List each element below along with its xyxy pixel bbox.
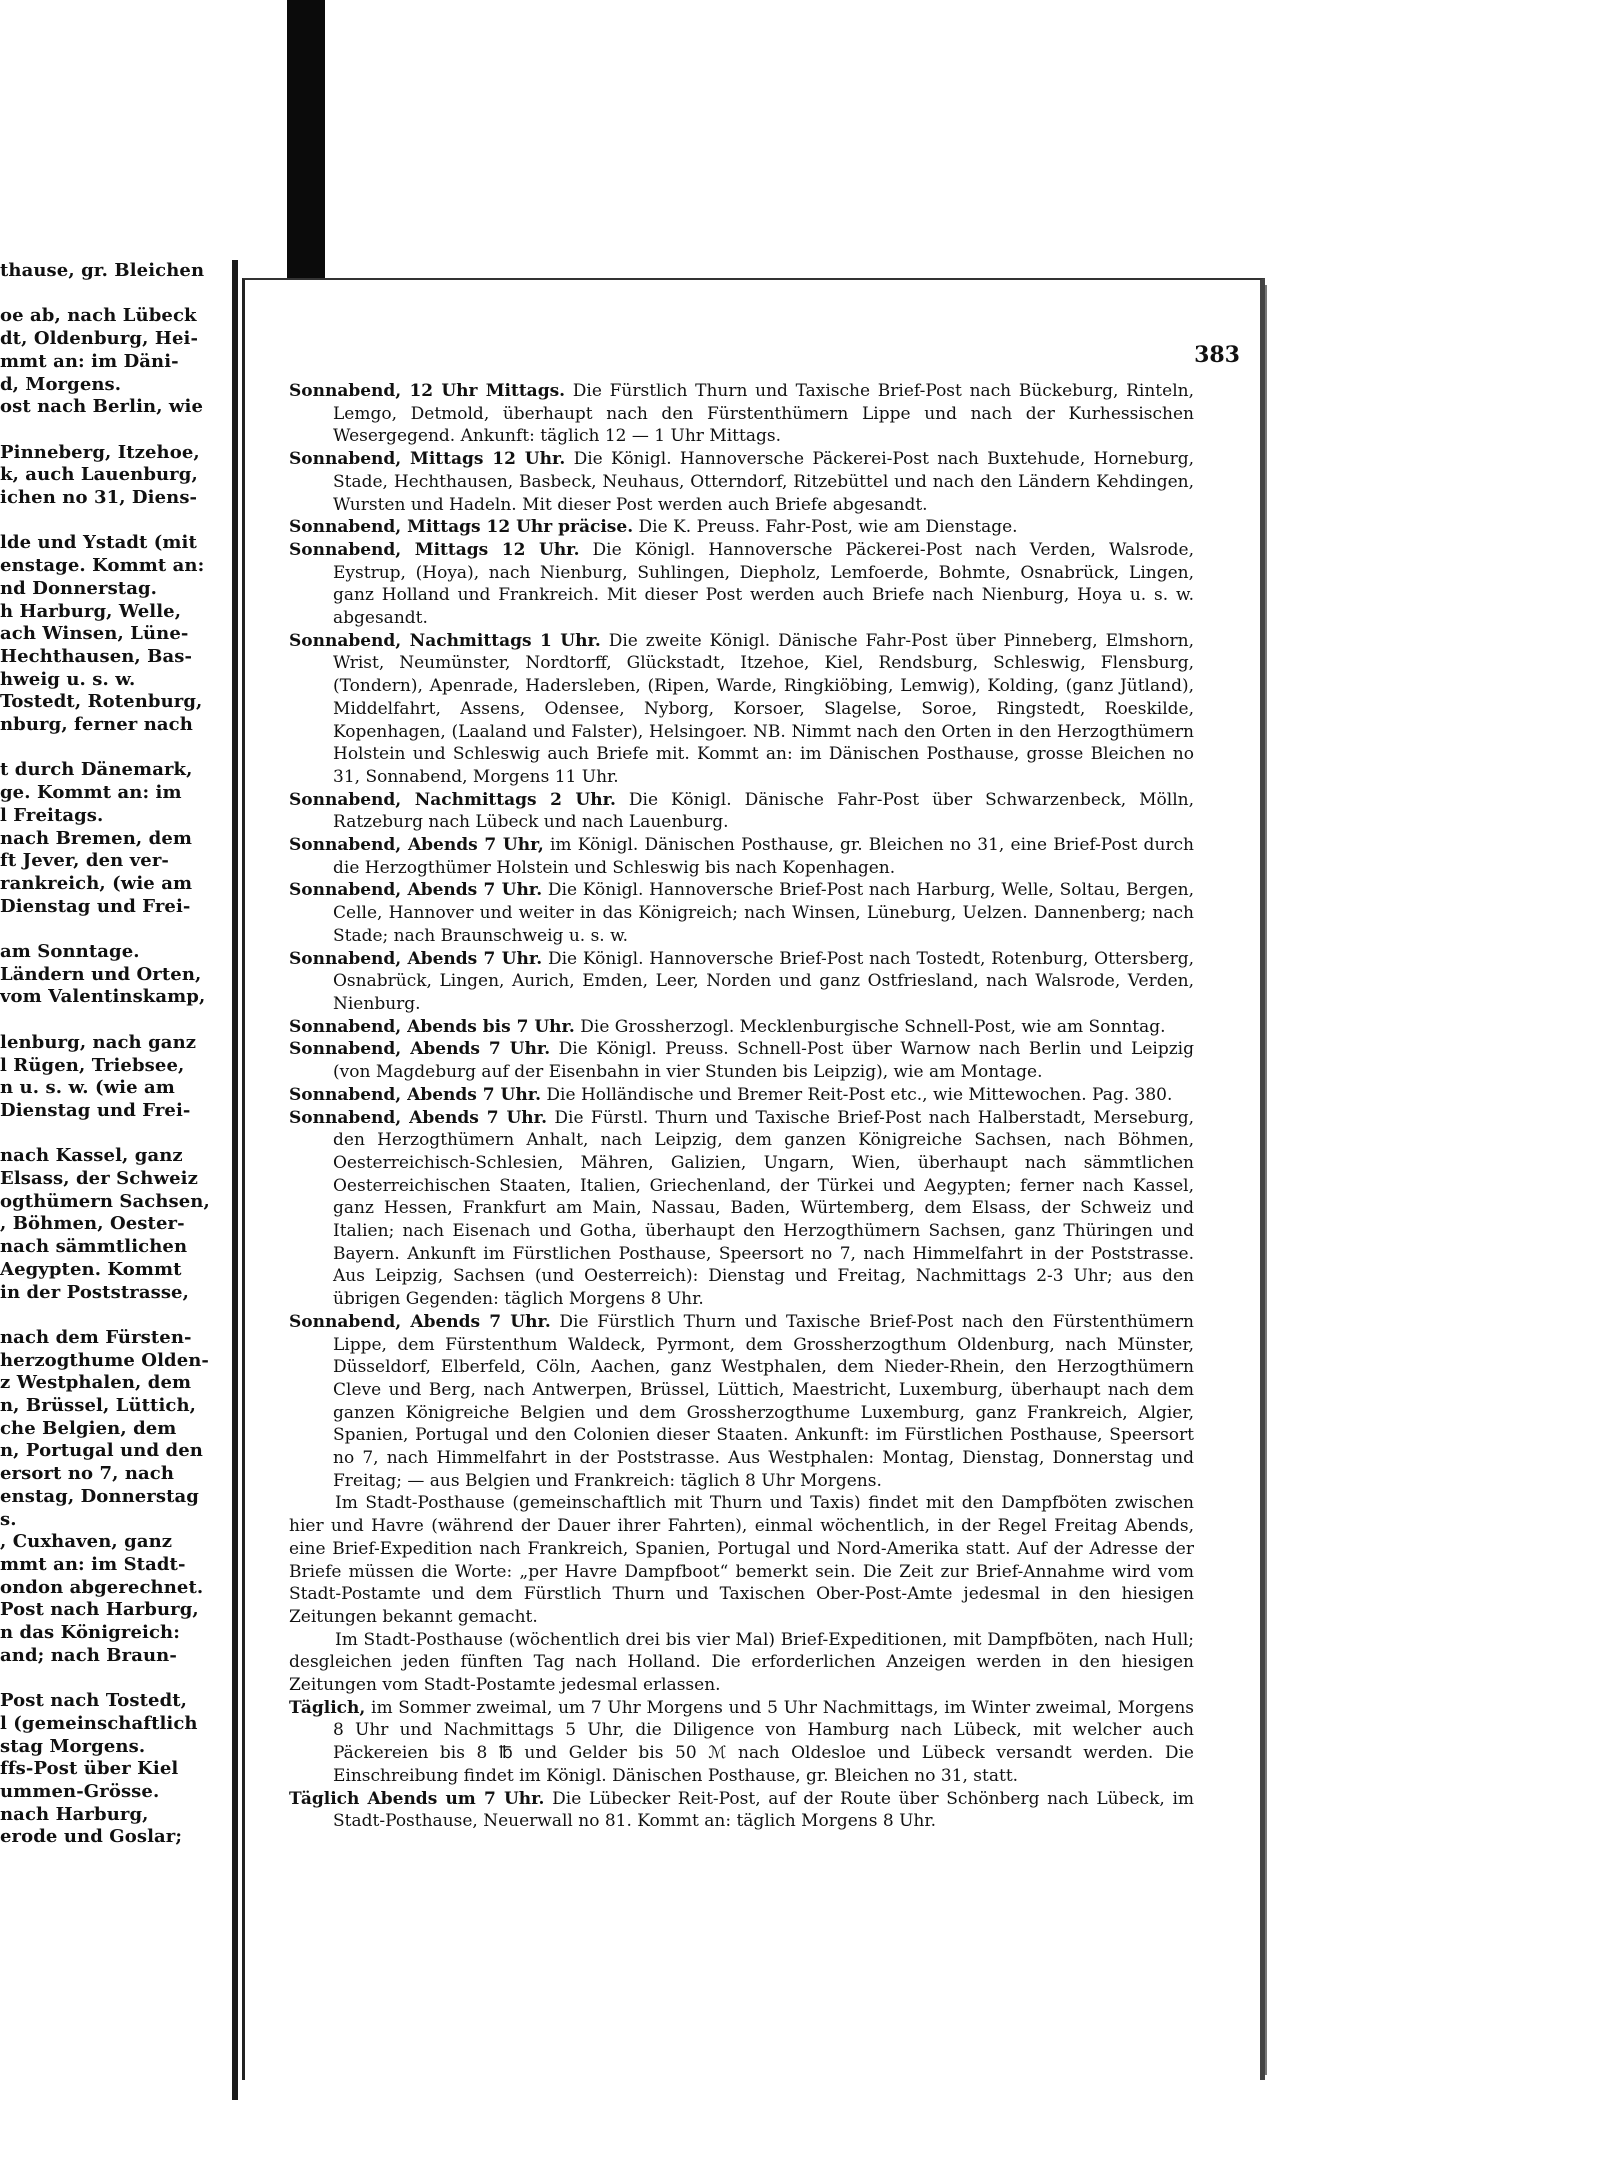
left-page-line: [0, 737, 232, 760]
left-page-line: ge. Kommt an: im: [0, 782, 182, 804]
entry-day-time: Sonnabend, Abends 7 Uhr.: [289, 948, 543, 969]
left-page-line: Aegypten. Kommt: [0, 1258, 182, 1280]
entry-text: Die zweite Königl. Dänische Fahr-Post über Pinneberg, Elmshorn, Wrist, Neumünster, Nordtorff, Glückstadt, Itzehoe, Kiel, Rendsburg, Schleswig, Flensburg, (Tondern), Apenrade, Hadersleben, (Ripen, Warde, Ringkiöbing, Lemwig), Kolding, (ganz Jütland), Middelfahrt, Assens, Odensee, Nyborg, Korsoer, Slagelse, Soroe, Ringstedt, Roeskilde, Kopenhagen, (Laaland und Falster), Helsingoer. NB. Nimmt nach den Orten in den Herzogthümern Holstein und Schleswig auch Briefe mit. Kommt an: im Dänischen Posthause, grosse Bleichen no 31, Sonnabend, Morgens 11 Uhr.: [333, 630, 1194, 787]
entry-text: Die K. Preuss. Fahr-Post, wie am Dienstage.: [633, 517, 1018, 538]
left-page-line: n u. s. w. (wie am: [0, 1077, 175, 1099]
left-page-line: nach Bremen, dem: [0, 827, 193, 849]
schedule-entry: [289, 1311, 1194, 1493]
left-page-line: che Belgien, dem: [0, 1417, 177, 1439]
left-page-line: and; nach Braun-: [0, 1644, 177, 1666]
entry-text: Die Grossherzogl. Mecklenburgische Schnell-Post, wie am Sonntag.: [574, 1016, 1166, 1037]
left-page-line: dt, Oldenburg, Hei-: [0, 328, 199, 350]
left-page-line: herzogthume Olden-: [0, 1349, 210, 1371]
entry-text: Die Fürstl. Thurn und Taxische Brief-Post nach Halberstadt, Merseburg, den Herzogthümern Anhalt, nach Leipzig, dem ganzen Königreiche Sachsen, nach Böhmen, Oesterreichisch-Schlesien, Mähren, Galizien, Ungarn, Wien, überhaupt nach sämmtlichen Oesterreichischen Staaten, Italien, Griechenland, der Türkei und Aegypten; ferner nach Kassel, ganz Hessen, Frankfurt am Main, Nassau, Baden, Würtemberg, dem Elsass, der Schweiz und Italien; nach Eisenach und Gotha, überhaupt den Herzogthümern Sachsen, ganz Thüringen und Bayern. Ankunft im Fürstlichen Posthause, Speersort no 7, nach Himmelfahrt in der Poststrasse. Aus Leipzig, Sachsen (und Oesterreich): Dienstag und Freitag, Nachmittags 2-3 Uhr; aus den übrigen Gegenden: täglich Morgens 8 Uhr.: [333, 1107, 1194, 1310]
left-page-line: [0, 510, 232, 533]
entry-text: Die Königl. Hannoversche Päckerei-Post nach Verden, Walsrode, Eystrup, (Hoya), nach Nienburg, Suhlingen, Diepholz, Lemfoerde, Bohmte, Osnabrück, Lingen, ganz Holland und Frankreich. Mit dieser Post werden auch Briefe nach Nienburg, Hoya u. s. w. abgesandt.: [333, 539, 1194, 629]
left-page-line: erode und Goslar;: [0, 1826, 183, 1848]
schedule-entry: [289, 516, 1194, 539]
schedule-entry: [289, 539, 1194, 630]
left-page-line: z Westphalen, dem: [0, 1372, 192, 1394]
schedule-entry: [289, 834, 1194, 879]
left-page-line: nach sämmtlichen: [0, 1236, 188, 1258]
left-page-line: enstage. Kommt an:: [0, 555, 205, 577]
left-page-line: ummen-Grösse.: [0, 1780, 160, 1802]
left-page-line: , Cuxhaven, ganz: [0, 1531, 173, 1553]
left-page-line: thause, gr. Bleichen: [0, 260, 205, 281]
entry-day-time: Sonnabend, Abends 7 Uhr.: [289, 1311, 551, 1332]
left-page-line: stag Morgens.: [0, 1735, 146, 1757]
left-page-line: ft Jever, den ver-: [0, 850, 169, 872]
schedule-entry: [289, 948, 1194, 1016]
left-page-line: Tostedt, Rotenburg,: [0, 691, 203, 713]
entry-day-time: Sonnabend, Abends 7 Uhr.: [289, 1039, 551, 1060]
schedule-entry: [289, 1788, 1194, 1833]
left-page-line: mmt an: im Däni-: [0, 350, 179, 372]
entry-text: Die Königl. Preuss. Schnell-Post über Warnow nach Berlin und Leipzig (von Magdeburg auf der Eisenbahn in vier Stunden bis Leipzig), wie am Montage.: [333, 1039, 1194, 1083]
entry-day-time: Sonnabend, Mittags 12 Uhr.: [289, 449, 566, 470]
left-page-line: n das Königreich:: [0, 1622, 180, 1644]
left-page-line: , Böhmen, Oester-: [0, 1213, 185, 1235]
left-page-line: ondon abgerechnet.: [0, 1576, 204, 1598]
left-page-line: [0, 1304, 232, 1327]
entry-day-time: Sonnabend, Mittags 12 Uhr präcise.: [289, 517, 634, 538]
note-paragraph: Im Stadt-Posthause (gemeinschaftlich mit Thurn und Taxis) findet mit den Dampfböten zwischen hier und Havre (während der Dauer ihrer Fahrten), einmal wöchentlich, in der Regel Freitag Abends, eine Brief-Expedition nach Frankreich, Spanien, Portugal und Nord-Amerika statt. Auf der Adresse der Briefe müssen die Worte: „per Havre Dampfboot“ bemerkt sein. Die Zeit zur Brief-Annahme wird vom Stadt-Postamte und dem Fürstlich Thurn und Taxischen Ober-Post-Amte jedesmal in den hiesigen Zeitungen bekannt gemacht.: [289, 1493, 1194, 1627]
left-page-line: l (gemeinschaftlich: [0, 1712, 198, 1734]
schedule-entry: [289, 1016, 1194, 1039]
entry-text: Die Holländische und Bremer Reit-Post etc., wie Mittewochen. Pag. 380.: [541, 1084, 1173, 1105]
left-page-line: nburg, ferner nach: [0, 714, 193, 736]
schedule-entry: [289, 879, 1194, 947]
left-page-line: Dienstag und Frei-: [0, 895, 191, 917]
left-page-line: mmt an: im Stadt-: [0, 1553, 186, 1575]
left-page-line: nach dem Fürsten-: [0, 1326, 192, 1348]
left-page-line: h Harburg, Welle,: [0, 600, 182, 622]
schedule-entry: [289, 380, 1194, 448]
right-page: [242, 278, 1265, 2080]
left-page-line: n, Portugal und den: [0, 1440, 203, 1462]
left-page-line: nach Harburg,: [0, 1803, 149, 1825]
left-page-line: rankreich, (wie am: [0, 872, 193, 894]
left-page-line: l Freitags.: [0, 804, 104, 826]
entry-day-time: Sonnabend, Nachmittags 1 Uhr.: [289, 630, 601, 651]
entry-day-time: Sonnabend, 12 Uhr Mittags.: [289, 381, 566, 401]
entry-text: Die Lübecker Reit-Post, auf der Route über Schönberg nach Lübeck, im Stadt-Posthause, Neuerwall no 81. Kommt an: täglich Morgens 8 Uhr.: [333, 1788, 1194, 1832]
schedule-entry: [289, 1038, 1194, 1083]
left-page-line: n, Brüssel, Lüttich,: [0, 1395, 197, 1417]
entry-text: Die Königl. Dänische Fahr-Post über Schwarzenbeck, Mölln, Ratzeburg nach Lübeck und nach Lauenburg.: [333, 789, 1194, 833]
entry-text: Die Königl. Hannoversche Päckerei-Post nach Buxtehude, Horneburg, Stade, Hechthausen, Basbeck, Neuhaus, Otterndorf, Ritzebüttel und nach den Ländern Kehdingen, Wursten und Hadeln. Mit dieser Post werden auch Briefe abgesandt.: [333, 449, 1194, 515]
left-page-line: k, auch Lauenburg,: [0, 464, 198, 486]
schedule-entry: [289, 789, 1194, 834]
left-page-line: s.: [0, 1508, 17, 1530]
left-page-line: d, Morgens.: [0, 373, 122, 395]
entry-text: im Königl. Dänischen Posthause, gr. Bleichen no 31, eine Brief-Post durch die Herzogthümer Holstein und Schleswig bis nach Kopenhagen.: [333, 835, 1194, 878]
left-page-fragment: [0, 260, 238, 2100]
left-page-line: Post nach Tostedt,: [0, 1690, 188, 1712]
entry-day-time: Sonnabend, Abends 7 Uhr.: [289, 1107, 547, 1128]
left-page-line: [0, 419, 232, 442]
entry-text: Die Fürstlich Thurn und Taxische Brief-Post nach Bückeburg, Rinteln, Lemgo, Detmold, überhaupt nach den Fürstenthümern Lippe und nach der Kurhessischen Wesergegend. Ankunft: täglich 12 — 1 Uhr Mittags.: [333, 381, 1194, 447]
left-page-line: [0, 1009, 232, 1032]
book-spine: [287, 0, 325, 300]
left-page-line: l Rügen, Triebsee,: [0, 1054, 185, 1076]
left-page-line: vom Valentinskamp,: [0, 986, 206, 1008]
left-page-line: ffs-Post über Kiel: [0, 1758, 179, 1780]
left-page-line: ichen no 31, Diens-: [0, 487, 198, 508]
left-page-line: ersort no 7, nach: [0, 1463, 175, 1485]
left-page-line: Elsass, der Schweiz: [0, 1168, 198, 1190]
entry-day-time: Sonnabend, Abends 7 Uhr.: [289, 1084, 542, 1105]
left-page-line: Pinneberg, Itzehoe,: [0, 441, 200, 463]
left-page-line: [0, 283, 232, 306]
left-page-line: ogthümern Sachsen,: [0, 1190, 210, 1212]
left-page-line: t durch Dänemark,: [0, 759, 193, 781]
entry-day-time: Sonnabend, Abends 7 Uhr.: [289, 880, 543, 901]
schedule-text: [289, 380, 1194, 1833]
left-page-line: Dienstag und Frei-: [0, 1099, 191, 1121]
schedule-entry: [289, 1107, 1194, 1311]
left-page-line: Hechthausen, Bas-: [0, 645, 193, 667]
left-page-line: am Sonntage.: [0, 941, 140, 963]
schedule-entry: [289, 1084, 1194, 1107]
page-number: 383: [1194, 342, 1240, 368]
entry-day-time: Sonnabend, Abends 7 Uhr,: [289, 835, 544, 856]
left-page-line: Post nach Harburg,: [0, 1599, 199, 1621]
left-page-line: lde und Ystadt (mit: [0, 532, 197, 554]
left-page-line: ost nach Berlin, wie: [0, 396, 204, 418]
left-page-line: [0, 918, 232, 941]
schedule-entry: [289, 630, 1194, 789]
left-page-line: in der Poststrasse,: [0, 1281, 189, 1303]
entry-text: im Sommer zweimal, um 7 Uhr Morgens und 5 Uhr Nachmittags, im Winter zweimal, Morgens 8 Uhr und Nachmittags 5 Uhr, die Diligence von Hamburg nach Lübeck, mit welcher auch Päckereien bis 8 ℔ und Gelder bis 50 ℳ nach Oldesloe und Lübeck versandt werden. Die Einschreibung findet im Königl. Dänischen Posthause, gr. Bleichen no 31, statt.: [333, 1697, 1194, 1786]
schedule-entry: [289, 448, 1194, 516]
left-page-line: ach Winsen, Lüne-: [0, 623, 189, 645]
entry-day-time: Täglich Abends um 7 Uhr.: [289, 1788, 545, 1809]
entry-text: Die Königl. Hannoversche Brief-Post nach Harburg, Welle, Soltau, Bergen, Celle, Hannover und weiter in das Königreich; nach Winsen, Lüneburg, Uelzen. Dannenberg; nach Stade; nach Braunschweig u. s. w.: [333, 880, 1194, 946]
entry-day-time: Sonnabend, Abends bis 7 Uhr.: [289, 1016, 575, 1037]
left-page-line: nach Kassel, ganz: [0, 1145, 183, 1167]
entry-day-time: Täglich,: [289, 1697, 366, 1718]
entry-text: Die Fürstlich Thurn und Taxische Brief-Post nach den Fürstenthümern Lippe, dem Fürstenthum Waldeck, Pyrmont, dem Grossherzogthum Oldenburg, nach Münster, Düsseldorf, Elberfeld, Cöln, Aachen, ganz Westphalen, dem Nieder-Rhein, den Herzogthümern Cleve und Berg, nach Antwerpen, Brüssel, Lüttich, Maestricht, Luxemburg, überhaupt nach dem ganzen Königreiche Belgien und dem Grossherzogthume Luxemburg, ganz Frankreich, Algier, Spanien, Portugal und den Colonien dieser Staaten. Ankunft: im Fürstlichen Posthause, Speersort no 7, nach Himmelfahrt in der Poststrasse. Aus Westphalen: Montag, Dienstag, Donnerstag und Freitag; — aus Belgien und Frankreich: täglich 8 Uhr Morgens.: [333, 1311, 1195, 1491]
entry-day-time: Sonnabend, Mittags 12 Uhr.: [289, 539, 580, 560]
left-page-line: oe ab, nach Lübeck: [0, 305, 197, 327]
left-page-line: lenburg, nach ganz: [0, 1031, 197, 1053]
entry-text: Die Königl. Hannoversche Brief-Post nach Tostedt, Rotenburg, Ottersberg, Osnabrück, Lingen, Aurich, Emden, Leer, Norden und ganz Ostfriesland, nach Walsrode, Verden, Nienburg.: [333, 948, 1194, 1014]
left-page-line: enstag, Donnerstag: [0, 1485, 199, 1507]
left-page-line: hweig u. s. w.: [0, 668, 136, 690]
left-page-line: nd Donnerstag.: [0, 577, 158, 599]
schedule-entry: [289, 1697, 1194, 1788]
left-page-line: [0, 1667, 232, 1690]
left-page-line: [0, 1123, 232, 1146]
note-paragraph: Im Stadt-Posthause (wöchentlich drei bis vier Mal) Brief-Expeditionen, mit Dampfböten, nach Hull; desgleichen jeden fünften Tag nach Holland. Die erforderlichen Anzeigen werden in den hiesigen Zeitungen vom Stadt-Postamte jedesmal erlassen.: [289, 1629, 1194, 1696]
entry-day-time: Sonnabend, Nachmittags 2 Uhr.: [289, 789, 616, 810]
left-page-line: Ländern und Orten,: [0, 963, 202, 985]
